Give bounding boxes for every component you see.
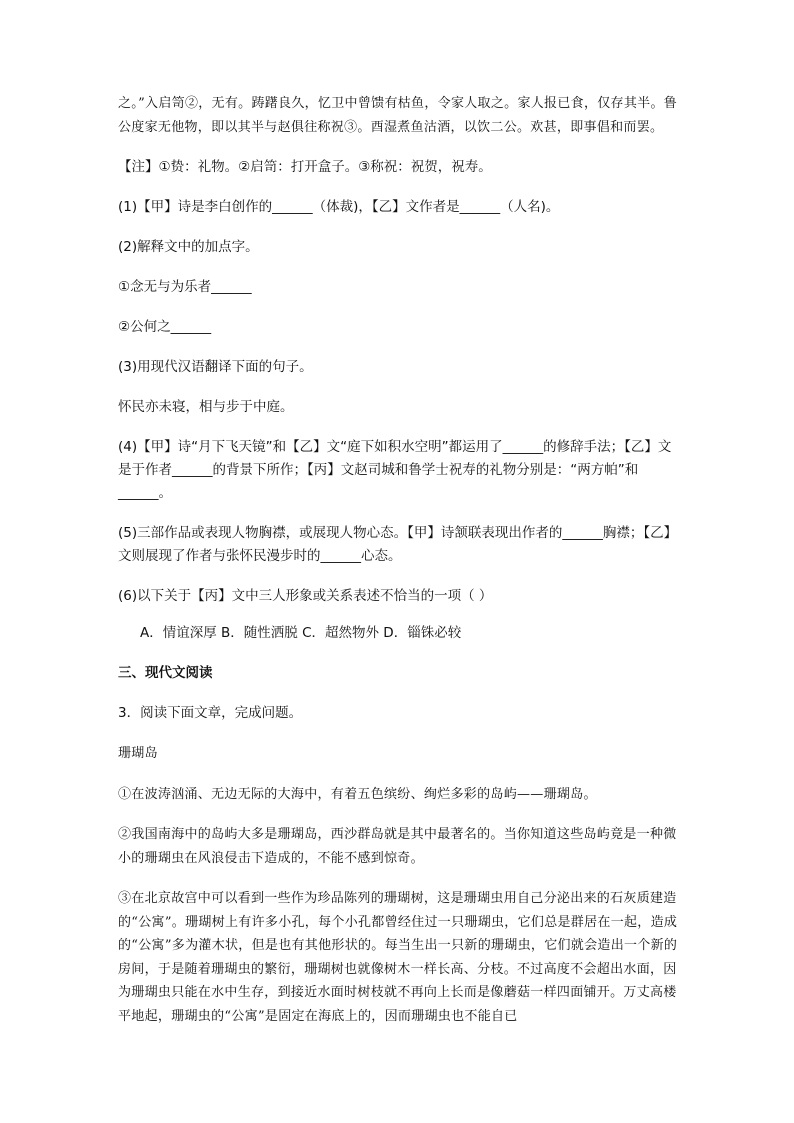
question-2-item-a: ①念无与为乐者______ xyxy=(118,279,252,295)
article-paragraph-3: ③在北京故宫中可以看到一些作为珍品陈列的珊瑚树，这是珊瑚虫用自己分泌出来的石灰质建造的“公寓”。珊瑚树上有许多小孔，每个小孔都曾经住过一只珊瑚虫，它们总是群居在一起，造成的“公寓”多为灌木状，但是也有其他形状的。每当生出一只新的珊瑚虫，它们就会造出一个新的房间，于是随着珊瑚虫的繁衍，珊瑚树也就像树木一样长高、分枝。不过高度不会超出水面，因为珊瑚虫只能在水中生存，到接近水面时树枝就不再向上长而是像蘑菇一样四面铺开。万丈高楼平地起，珊瑚虫的“公寓”是固定在海底上的，因而珊瑚虫也不能自已 xyxy=(118,891,678,1024)
page-content xyxy=(118,92,678,1028)
question-3-sentence: 怀民亦未寝，相与步于中庭。 xyxy=(118,399,294,415)
section-title: 三、现代文阅读 xyxy=(118,665,213,681)
question-3-intro: 3．阅读下面文章，完成问题。 xyxy=(118,705,303,721)
question-2: (2)解释文中的加点字。 xyxy=(118,239,259,255)
question-5: (5)三部作品或表现人物胸襟，或展现人物心态。【甲】诗颔联表现出作者的______胸襟；【乙】文则展现了作者与张怀民漫步时的______心态。 xyxy=(118,525,678,564)
question-3: (3)用现代汉语翻译下面的句子。 xyxy=(118,359,313,375)
question-6: (6)以下关于【丙】文中三人形象或关系表述不恰当的一项（ ） xyxy=(118,588,493,604)
question-4: (4)【甲】诗“月下飞天镜”和【乙】文“庭下如积水空明”都运用了______的修辞手法；【乙】文是于作者______的背景下所作；【丙】文赵司城和鲁学士祝寿的礼物分别是：“两方帕”和______。 xyxy=(118,439,672,501)
article-title: 珊瑚岛 xyxy=(118,746,158,761)
article-paragraph-1: ①在波涛汹涌、无边无际的大海中，有着五色缤纷、绚烂多彩的岛屿——珊瑚岛。 xyxy=(118,786,597,802)
question-2-item-b: ②公何之______ xyxy=(118,319,212,335)
question-6-options: A．情谊深厚 B．随性洒脱 C．超然物外 D．锱铢必较 xyxy=(140,625,462,641)
article-paragraph-2: ②我国南海中的岛屿大多是珊瑚岛，西沙群岛就是其中最著名的。当你知道这些岛屿竟是一种微小的珊瑚虫在风浪侵击下造成的，不能不感到惊奇。 xyxy=(118,827,677,866)
passage-bing-tail: 之。”入启笥②，无有。踌躇良久，忆卫中曾馈有枯鱼，令家人取之。家人报已食，仅存其半。鲁公度家无他物，即以其半与赵俱往称祝③。酉湿煮鱼沽酒，以饮二公。欢甚，即事倡和而罢。 xyxy=(118,96,678,135)
note: 【注】①贽：礼物。②启笥：打开盒子。③称祝：祝贺，祝寿。 xyxy=(118,159,492,175)
question-1: (1)【甲】诗是李白创作的______（体裁)，【乙】文作者是______（人名)。 xyxy=(118,199,560,215)
